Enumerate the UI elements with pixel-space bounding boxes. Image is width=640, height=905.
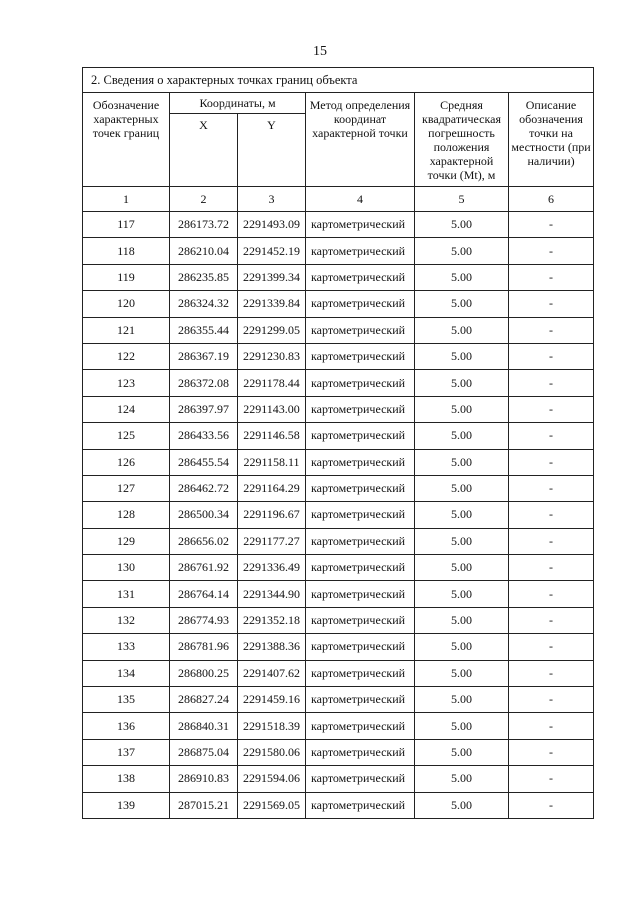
y-coordinate-cell: 2291452.19 xyxy=(238,238,306,264)
accuracy-cell: 5.00 xyxy=(415,687,509,713)
table-row xyxy=(83,291,594,317)
point-cell: 117 xyxy=(83,212,170,238)
x-coordinate-cell: 286173.72 xyxy=(170,212,238,238)
description-cell: - xyxy=(509,291,594,317)
y-coordinate-cell: 2291196.67 xyxy=(238,502,306,528)
table-row xyxy=(83,792,594,818)
header-description: Описание обозначения точки на местности (при наличии) xyxy=(509,93,594,187)
table-row xyxy=(83,739,594,765)
description-cell: - xyxy=(509,766,594,792)
header-x: X xyxy=(170,114,238,187)
point-cell: 134 xyxy=(83,660,170,686)
x-coordinate-cell: 286800.25 xyxy=(170,660,238,686)
point-cell: 125 xyxy=(83,423,170,449)
accuracy-cell: 5.00 xyxy=(415,660,509,686)
point-cell: 138 xyxy=(83,766,170,792)
y-coordinate-cell: 2291399.34 xyxy=(238,264,306,290)
point-cell: 123 xyxy=(83,370,170,396)
x-coordinate-cell: 286656.02 xyxy=(170,528,238,554)
method-cell: картометрический xyxy=(306,766,415,792)
column-number: 1 xyxy=(83,187,170,212)
method-cell: картометрический xyxy=(306,370,415,396)
y-coordinate-cell: 2291158.11 xyxy=(238,449,306,475)
table-row xyxy=(83,264,594,290)
header-y: Y xyxy=(238,114,306,187)
table-row xyxy=(83,634,594,660)
table-row xyxy=(83,238,594,264)
x-coordinate-cell: 286433.56 xyxy=(170,423,238,449)
column-number: 5 xyxy=(415,187,509,212)
x-coordinate-cell: 286840.31 xyxy=(170,713,238,739)
accuracy-cell: 5.00 xyxy=(415,502,509,528)
method-cell: картометрический xyxy=(306,423,415,449)
accuracy-cell: 5.00 xyxy=(415,449,509,475)
table-row xyxy=(83,396,594,422)
point-cell: 135 xyxy=(83,687,170,713)
accuracy-cell: 5.00 xyxy=(415,396,509,422)
y-coordinate-cell: 2291299.05 xyxy=(238,317,306,343)
accuracy-cell: 5.00 xyxy=(415,212,509,238)
accuracy-cell: 5.00 xyxy=(415,555,509,581)
description-cell: - xyxy=(509,370,594,396)
table-row xyxy=(83,212,594,238)
description-cell: - xyxy=(509,634,594,660)
y-coordinate-cell: 2291352.18 xyxy=(238,607,306,633)
method-cell: картометрический xyxy=(306,555,415,581)
description-cell: - xyxy=(509,423,594,449)
point-cell: 133 xyxy=(83,634,170,660)
header-method: Метод определения координат характерной точки xyxy=(306,93,415,187)
point-cell: 120 xyxy=(83,291,170,317)
point-cell: 127 xyxy=(83,475,170,501)
point-cell: 118 xyxy=(83,238,170,264)
y-coordinate-cell: 2291230.83 xyxy=(238,343,306,369)
x-coordinate-cell: 286774.93 xyxy=(170,607,238,633)
table-row xyxy=(83,766,594,792)
page-number: 15 xyxy=(313,44,327,59)
point-cell: 126 xyxy=(83,449,170,475)
description-cell: - xyxy=(509,396,594,422)
y-coordinate-cell: 2291407.62 xyxy=(238,660,306,686)
method-cell: картометрический xyxy=(306,634,415,660)
description-cell: - xyxy=(509,502,594,528)
y-coordinate-cell: 2291339.84 xyxy=(238,291,306,317)
description-cell: - xyxy=(509,317,594,343)
table-row xyxy=(83,581,594,607)
point-cell: 121 xyxy=(83,317,170,343)
x-coordinate-cell: 286875.04 xyxy=(170,739,238,765)
y-coordinate-cell: 2291164.29 xyxy=(238,475,306,501)
y-coordinate-cell: 2291178.44 xyxy=(238,370,306,396)
header-accuracy: Средняя квадратическая погрешность положения характерной точки (Mt), м xyxy=(415,93,509,187)
method-cell: картометрический xyxy=(306,607,415,633)
method-cell: картометрический xyxy=(306,317,415,343)
method-cell: картометрический xyxy=(306,212,415,238)
x-coordinate-cell: 286781.96 xyxy=(170,634,238,660)
x-coordinate-cell: 286462.72 xyxy=(170,475,238,501)
accuracy-cell: 5.00 xyxy=(415,739,509,765)
x-coordinate-cell: 286372.08 xyxy=(170,370,238,396)
table-row xyxy=(83,660,594,686)
x-coordinate-cell: 286397.97 xyxy=(170,396,238,422)
table-row xyxy=(83,449,594,475)
y-coordinate-cell: 2291344.90 xyxy=(238,581,306,607)
x-coordinate-cell: 286455.54 xyxy=(170,449,238,475)
accuracy-cell: 5.00 xyxy=(415,528,509,554)
column-number: 3 xyxy=(238,187,306,212)
y-coordinate-cell: 2291569.05 xyxy=(238,792,306,818)
y-coordinate-cell: 2291388.36 xyxy=(238,634,306,660)
section-title: 2. Сведения о характерных точках границ объекта xyxy=(83,68,594,93)
description-cell: - xyxy=(509,555,594,581)
table-row xyxy=(83,687,594,713)
table-row xyxy=(83,502,594,528)
description-cell: - xyxy=(509,264,594,290)
method-cell: картометрический xyxy=(306,687,415,713)
y-coordinate-cell: 2291146.58 xyxy=(238,423,306,449)
x-coordinate-cell: 286761.92 xyxy=(170,555,238,581)
x-coordinate-cell: 286500.34 xyxy=(170,502,238,528)
point-cell: 136 xyxy=(83,713,170,739)
column-number: 6 xyxy=(509,187,594,212)
method-cell: картометрический xyxy=(306,343,415,369)
column-number: 2 xyxy=(170,187,238,212)
x-coordinate-cell: 286910.83 xyxy=(170,766,238,792)
method-cell: картометрический xyxy=(306,396,415,422)
x-coordinate-cell: 287015.21 xyxy=(170,792,238,818)
accuracy-cell: 5.00 xyxy=(415,634,509,660)
table-row xyxy=(83,370,594,396)
method-cell: картометрический xyxy=(306,449,415,475)
column-numbers-row xyxy=(83,187,594,212)
point-cell: 139 xyxy=(83,792,170,818)
method-cell: картометрический xyxy=(306,713,415,739)
table-row xyxy=(83,555,594,581)
boundary-points-table xyxy=(82,67,594,819)
accuracy-cell: 5.00 xyxy=(415,264,509,290)
table-row xyxy=(83,317,594,343)
column-number: 4 xyxy=(306,187,415,212)
x-coordinate-cell: 286827.24 xyxy=(170,687,238,713)
accuracy-cell: 5.00 xyxy=(415,343,509,369)
y-coordinate-cell: 2291177.27 xyxy=(238,528,306,554)
y-coordinate-cell: 2291493.09 xyxy=(238,212,306,238)
method-cell: картометрический xyxy=(306,581,415,607)
y-coordinate-cell: 2291594.06 xyxy=(238,766,306,792)
accuracy-cell: 5.00 xyxy=(415,370,509,396)
section-title-row xyxy=(83,68,594,93)
y-coordinate-cell: 2291459.16 xyxy=(238,687,306,713)
description-cell: - xyxy=(509,660,594,686)
x-coordinate-cell: 286355.44 xyxy=(170,317,238,343)
point-cell: 122 xyxy=(83,343,170,369)
table-row xyxy=(83,423,594,449)
point-cell: 137 xyxy=(83,739,170,765)
method-cell: картометрический xyxy=(306,291,415,317)
description-cell: - xyxy=(509,449,594,475)
method-cell: картометрический xyxy=(306,238,415,264)
accuracy-cell: 5.00 xyxy=(415,475,509,501)
accuracy-cell: 5.00 xyxy=(415,766,509,792)
point-cell: 132 xyxy=(83,607,170,633)
accuracy-cell: 5.00 xyxy=(415,423,509,449)
point-cell: 119 xyxy=(83,264,170,290)
table-row xyxy=(83,528,594,554)
y-coordinate-cell: 2291518.39 xyxy=(238,713,306,739)
accuracy-cell: 5.00 xyxy=(415,238,509,264)
table-row xyxy=(83,713,594,739)
description-cell: - xyxy=(509,687,594,713)
table-row xyxy=(83,475,594,501)
table-row xyxy=(83,607,594,633)
x-coordinate-cell: 286210.04 xyxy=(170,238,238,264)
method-cell: картометрический xyxy=(306,739,415,765)
accuracy-cell: 5.00 xyxy=(415,792,509,818)
y-coordinate-cell: 2291580.06 xyxy=(238,739,306,765)
point-cell: 124 xyxy=(83,396,170,422)
header-coordinates: Координаты, м xyxy=(170,93,306,114)
x-coordinate-cell: 286367.19 xyxy=(170,343,238,369)
x-coordinate-cell: 286235.85 xyxy=(170,264,238,290)
method-cell: картометрический xyxy=(306,792,415,818)
header-row-top xyxy=(83,93,594,114)
accuracy-cell: 5.00 xyxy=(415,607,509,633)
method-cell: картометрический xyxy=(306,502,415,528)
accuracy-cell: 5.00 xyxy=(415,317,509,343)
point-cell: 131 xyxy=(83,581,170,607)
description-cell: - xyxy=(509,528,594,554)
description-cell: - xyxy=(509,212,594,238)
x-coordinate-cell: 286764.14 xyxy=(170,581,238,607)
description-cell: - xyxy=(509,343,594,369)
y-coordinate-cell: 2291143.00 xyxy=(238,396,306,422)
method-cell: картометрический xyxy=(306,264,415,290)
point-cell: 129 xyxy=(83,528,170,554)
description-cell: - xyxy=(509,739,594,765)
description-cell: - xyxy=(509,475,594,501)
method-cell: картометрический xyxy=(306,475,415,501)
accuracy-cell: 5.00 xyxy=(415,581,509,607)
description-cell: - xyxy=(509,713,594,739)
description-cell: - xyxy=(509,607,594,633)
description-cell: - xyxy=(509,581,594,607)
point-cell: 130 xyxy=(83,555,170,581)
x-coordinate-cell: 286324.32 xyxy=(170,291,238,317)
point-cell: 128 xyxy=(83,502,170,528)
accuracy-cell: 5.00 xyxy=(415,713,509,739)
accuracy-cell: 5.00 xyxy=(415,291,509,317)
description-cell: - xyxy=(509,238,594,264)
header-point: Обозначение характерных точек границ xyxy=(83,93,170,187)
description-cell: - xyxy=(509,792,594,818)
method-cell: картометрический xyxy=(306,528,415,554)
table-row xyxy=(83,343,594,369)
method-cell: картометрический xyxy=(306,660,415,686)
y-coordinate-cell: 2291336.49 xyxy=(238,555,306,581)
